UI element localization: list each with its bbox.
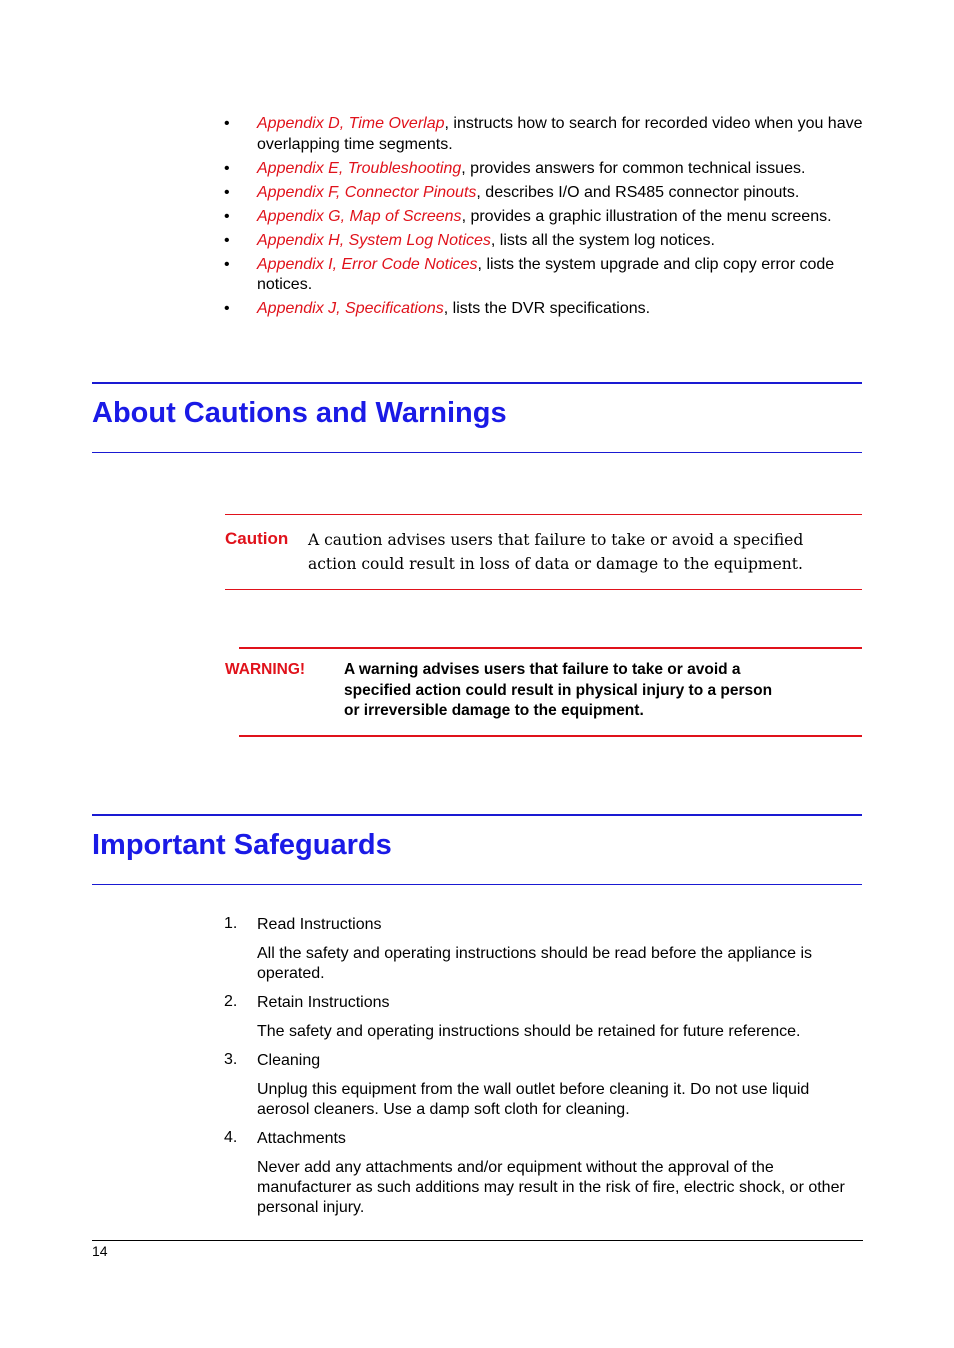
safeguards-section-title: Important Safeguards <box>92 829 392 861</box>
item-title: Read Instructions <box>257 916 382 933</box>
page-number: 14 <box>92 1243 108 1259</box>
bullet: • <box>224 300 230 317</box>
list-item <box>224 183 864 204</box>
bullet: • <box>224 231 230 249</box>
list-item <box>224 1051 864 1120</box>
caution-top-rule <box>225 514 862 515</box>
section-top-rule <box>92 814 862 816</box>
list-item <box>224 114 864 155</box>
section-bottom-rule <box>92 452 862 453</box>
item-title: Retain Instructions <box>257 994 390 1011</box>
appendix-f-link[interactable]: Appendix F, Connector Pinouts <box>257 183 477 201</box>
appendix-i-link[interactable]: Appendix I, Error Code Notices <box>257 255 478 273</box>
appendix-g-link[interactable]: Appendix G, Map of Screens <box>257 207 462 225</box>
list-item <box>224 207 864 228</box>
safeguards-list <box>224 915 864 1227</box>
bullet: • <box>224 207 230 225</box>
warning-label: WARNING! <box>225 661 306 678</box>
caution-text: A caution advises users that failure to take or avoid a specified action could result in loss of data or damage to the equipment. <box>308 531 804 573</box>
list-item <box>224 255 864 296</box>
appendix-list <box>224 114 864 323</box>
bullet: • <box>224 115 230 132</box>
list-item-text: , instructs how to search for recorded video when you have overlapping time segments. <box>257 115 863 153</box>
warning-top-rule <box>239 647 862 649</box>
list-item <box>224 993 864 1042</box>
list-item-text: , provides answers for common technical issues. <box>461 159 806 177</box>
appendix-d-link[interactable]: Appendix D, Time Overlap <box>257 115 445 132</box>
section-top-rule <box>92 382 862 384</box>
list-item-text: , describes I/O and RS485 connector pinouts. <box>476 183 800 201</box>
list-item <box>224 299 864 320</box>
caution-bottom-rule <box>225 589 862 590</box>
cautions-section-title: About Cautions and Warnings <box>92 397 507 429</box>
item-number: 2. <box>224 993 238 1010</box>
item-description: The safety and operating instructions should be retained for future reference. <box>257 1023 801 1040</box>
caution-label: Caution <box>225 529 289 548</box>
item-number: 1. <box>224 915 238 932</box>
appendix-h-link[interactable]: Appendix H, System Log Notices <box>257 231 491 249</box>
list-item <box>224 1129 864 1218</box>
appendix-e-link[interactable]: Appendix E, Troubleshooting <box>257 159 462 177</box>
list-item-text: , lists the system upgrade and clip copy error code notices. <box>257 255 835 293</box>
section-bottom-rule <box>92 884 862 885</box>
list-item <box>224 159 864 180</box>
item-title: Attachments <box>257 1130 346 1147</box>
list-item-text: , lists the DVR specifications. <box>443 300 651 317</box>
list-item-text: , provides a graphic illustration of the menu screens. <box>461 207 832 225</box>
item-description: Unplug this equipment from the wall outlet before cleaning it. Do not use liquid aerosol cleaners. Use a damp soft cloth for cleaning. <box>257 1081 810 1118</box>
footer-rule <box>92 1240 863 1241</box>
list-item <box>224 231 864 252</box>
item-title: Cleaning <box>257 1052 321 1069</box>
item-description: Never add any attachments and/or equipment without the approval of the manufacturer as such additions may result in the risk of fire, electric shock, or other personal injury. <box>257 1159 845 1216</box>
list-item <box>224 915 864 984</box>
item-number: 4. <box>224 1129 238 1146</box>
bullet: • <box>224 159 230 177</box>
list-item-text: , lists all the system log notices. <box>490 231 715 249</box>
bullet: • <box>224 255 230 273</box>
warning-text: A warning advises users that failure to take or avoid a specified action could result in physical injury to a person or irreversible damage to the equipment. <box>344 661 773 719</box>
appendix-j-link[interactable]: Appendix J, Specifications <box>257 300 444 317</box>
warning-bottom-rule <box>239 735 862 737</box>
item-number: 3. <box>224 1051 238 1068</box>
item-description: All the safety and operating instructions should be read before the appliance is operated. <box>257 945 813 982</box>
bullet: • <box>224 183 230 201</box>
